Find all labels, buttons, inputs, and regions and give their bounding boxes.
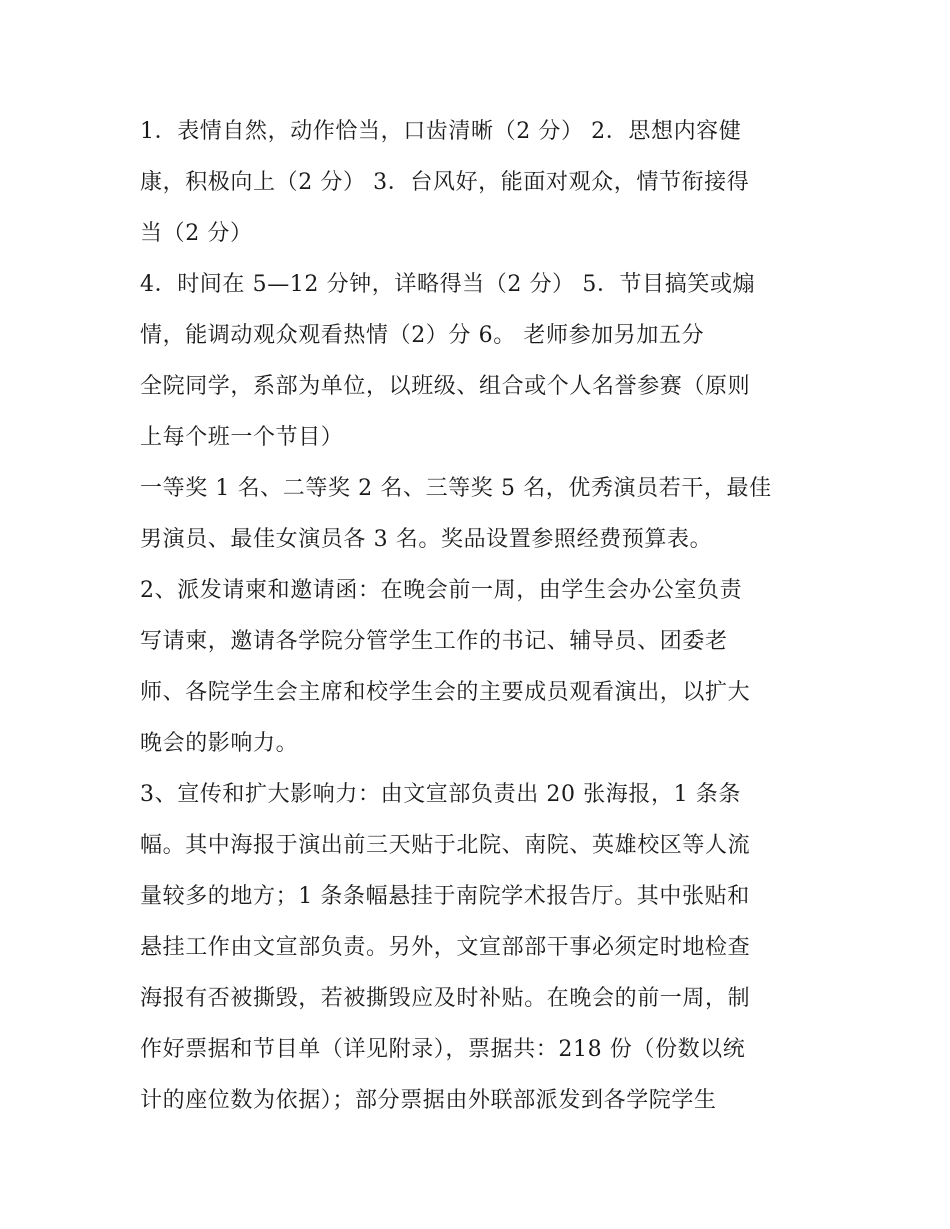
text-line: 4．时间在 5—12 分钟，详略得当（2 分） 5．节目搞笑或煽 [140,272,756,297]
text-line: 悬挂工作由文宣部负责。另外，文宣部部干事必须定时地检查 [140,935,751,960]
text-line: 1．表情自然，动作恰当，口齿清晰（2 分） 2．思想内容健 [140,119,742,144]
text-line: 情，能调动观众观看热情（2）分 6。 老师参加另加五分 [140,323,705,348]
text-line: 海报有否被撕毁，若被撕毁应及时补贴。在晚会的前一周，制 [140,986,751,1011]
text-line: 一等奖 1 名、二等奖 2 名、三等奖 5 名，优秀演员若干，最佳 [140,476,772,501]
text-line: 3、宣传和扩大影响力：由文宣部负责出 20 张海报，1 条条 [140,782,741,807]
text-line: 当（2 分） [140,221,253,246]
text-line: 全院同学，系部为单位，以班级、组合或个人名誉参赛（原则 [140,374,751,399]
text-line: 作好票据和节目单（详见附录），票据共：218 份（份数以统 [140,1037,746,1062]
text-line: 幅。其中海报于演出前三天贴于北院、南院、英雄校区等人流 [140,833,751,858]
document-page [140,106,820,1126]
text-line: 晚会的影响力。 [140,731,299,756]
text-line: 上每个班一个节目） [140,425,344,450]
text-line: 写请柬，邀请各学院分管学生工作的书记、辅导员、团委老 [140,629,728,654]
text-line: 师、各院学生会主席和校学生会的主要成员观看演出，以扩大 [140,680,751,705]
text-line: 2、派发请柬和邀请函：在晚会前一周，由学生会办公室负责 [140,578,743,603]
text-line: 康，积极向上（2 分） 3．台风好，能面对观众，情节衔接得 [140,170,750,195]
text-line: 男演员、最佳女演员各 3 名。奖品设置参照经费预算表。 [140,527,713,552]
text-line: 量较多的地方；1 条条幅悬挂于南院学术报告厅。其中张贴和 [140,884,750,909]
text-line: 计的座位数为依据）；部分票据由外联部派发到各学院学生 [140,1088,717,1113]
